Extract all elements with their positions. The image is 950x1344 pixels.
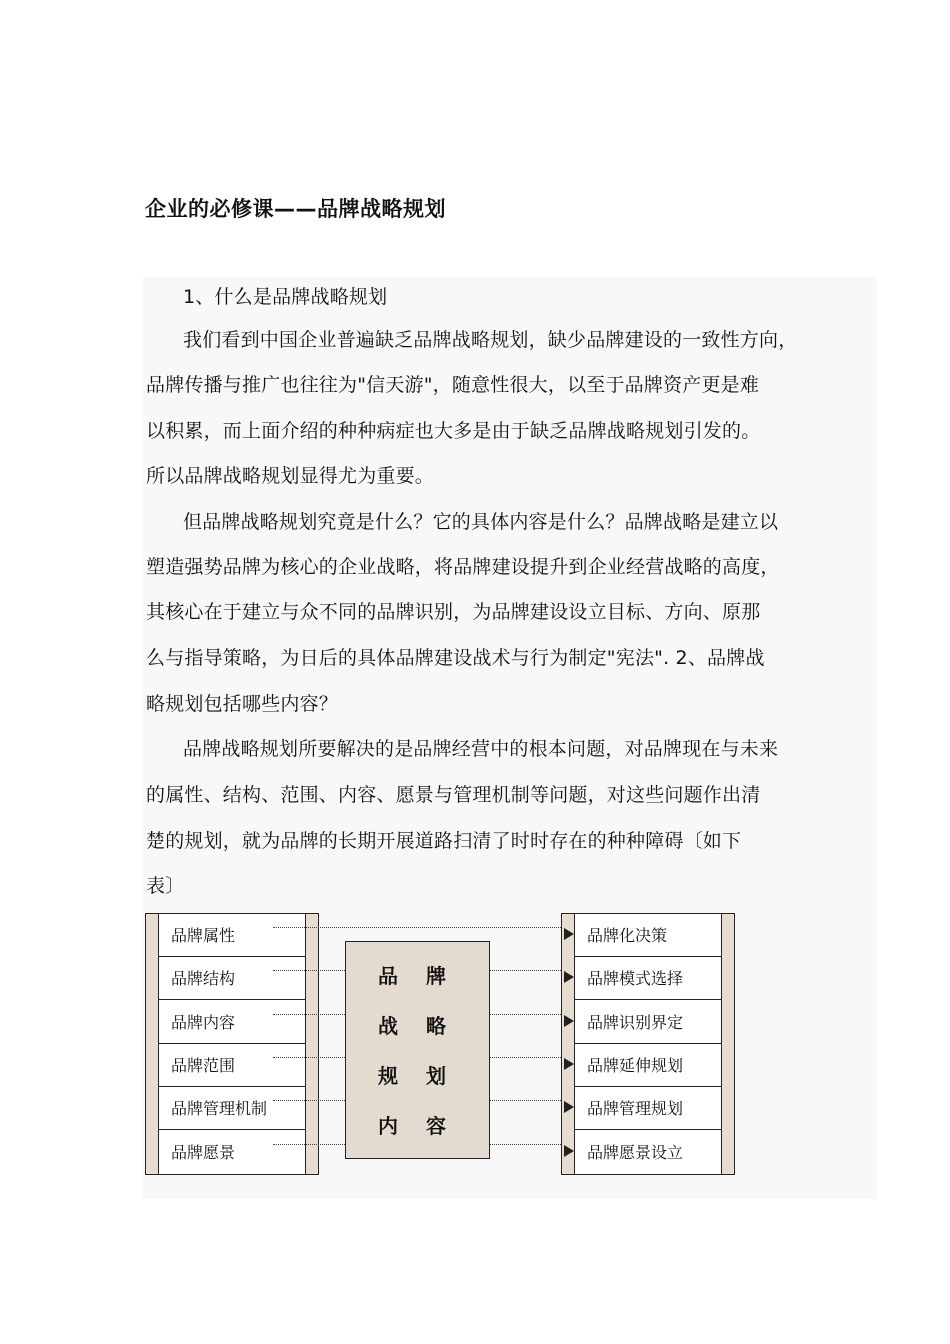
arrow-icon [564, 1145, 574, 1157]
right-item: 品牌愿景设立 [587, 1142, 684, 1162]
page-title: 企业的必修课——品牌战略规划 [145, 197, 446, 221]
arrow-icon [564, 1101, 574, 1113]
paragraph-line: 么与指导策略，为日后的具体品牌建设战术与行为制定"宪法". 2、品牌战 [146, 647, 765, 669]
center-char: 略 [426, 1014, 446, 1038]
connector-line [273, 1144, 345, 1145]
center-char: 容 [426, 1114, 446, 1138]
left-item: 品牌属性 [159, 914, 305, 957]
arrow-icon [564, 971, 574, 983]
center-box [345, 941, 490, 1159]
connector-line [273, 1014, 345, 1015]
connector-line [490, 970, 563, 971]
right-item: 品牌模式选择 [575, 957, 721, 1000]
arrow-icon [564, 1058, 574, 1070]
center-char: 规 [378, 1064, 398, 1088]
connector-line [273, 970, 345, 971]
paragraph-line: 我们看到中国企业普遍缺乏品牌战略规划，缺少品牌建设的一致性方向， [183, 329, 798, 351]
paragraph-line: 塑造强势品牌为核心的企业战略，将品牌建设提升到企业经营战略的高度， [146, 556, 780, 578]
left-item: 品牌内容 [159, 1001, 305, 1044]
connector-line [273, 927, 563, 928]
right-item: 品牌识别界定 [575, 1001, 721, 1044]
right-item: 品牌化决策 [575, 914, 721, 957]
center-char: 牌 [426, 964, 446, 988]
paragraph-line: 楚的规划，就为品牌的长期开展道路扫清了时时存在的种种障碍〔如下 [146, 830, 742, 852]
right-column [561, 913, 735, 1175]
paragraph-line: 其核心在于建立与众不同的品牌识别，为品牌建设设立目标、方向、原那 [146, 601, 761, 623]
arrow-icon [564, 928, 574, 940]
left-item: 品牌结构 [159, 957, 305, 1000]
center-char: 内 [378, 1114, 398, 1138]
arrow-icon [564, 1015, 574, 1027]
center-char: 品 [378, 964, 398, 988]
paragraph-line: 但品牌战略规划究竟是什么？它的具体内容是什么？品牌战略是建立以 [183, 511, 779, 533]
right-item: 品牌延伸规划 [575, 1044, 721, 1087]
paragraph-line: 表〕 [146, 875, 185, 897]
paragraph-line: 略规划包括哪些内容？ [146, 693, 339, 715]
paragraph-line: 所以品牌战略规划显得尤为重要。 [146, 465, 435, 487]
connector-line [490, 1100, 563, 1101]
right-item: 品牌管理规划 [575, 1087, 721, 1130]
paragraph-line: 以积累，而上面介绍的种种病症也大多是由于缺乏品牌战略规划引发的。 [146, 420, 761, 442]
paragraph-line: 品牌战略规划所要解决的是品牌经营中的根本问题，对品牌现在与未来 [183, 738, 779, 760]
center-char: 战 [378, 1014, 398, 1038]
brand-strategy-diagram [145, 913, 737, 1175]
connector-line [273, 1057, 345, 1058]
paragraph-line: 的属性、结构、范围、内容、愿景与管理机制等问题，对这些问题作出清 [146, 784, 761, 806]
center-char: 划 [426, 1064, 446, 1088]
left-column [145, 913, 319, 1175]
connector-line [490, 1057, 563, 1058]
left-item: 品牌范围 [159, 1044, 305, 1087]
left-item: 品牌愿景 [171, 1142, 236, 1162]
paragraph-line: 品牌传播与推广也往往为"信天游"，随意性很大，以至于品牌资产更是难 [146, 374, 760, 396]
paragraph-line: 1、什么是品牌战略规划 [183, 286, 388, 308]
connector-line [490, 1014, 563, 1015]
connector-line [273, 1100, 345, 1101]
connector-line [490, 1144, 563, 1145]
left-item: 品牌管理机制 [159, 1087, 305, 1130]
